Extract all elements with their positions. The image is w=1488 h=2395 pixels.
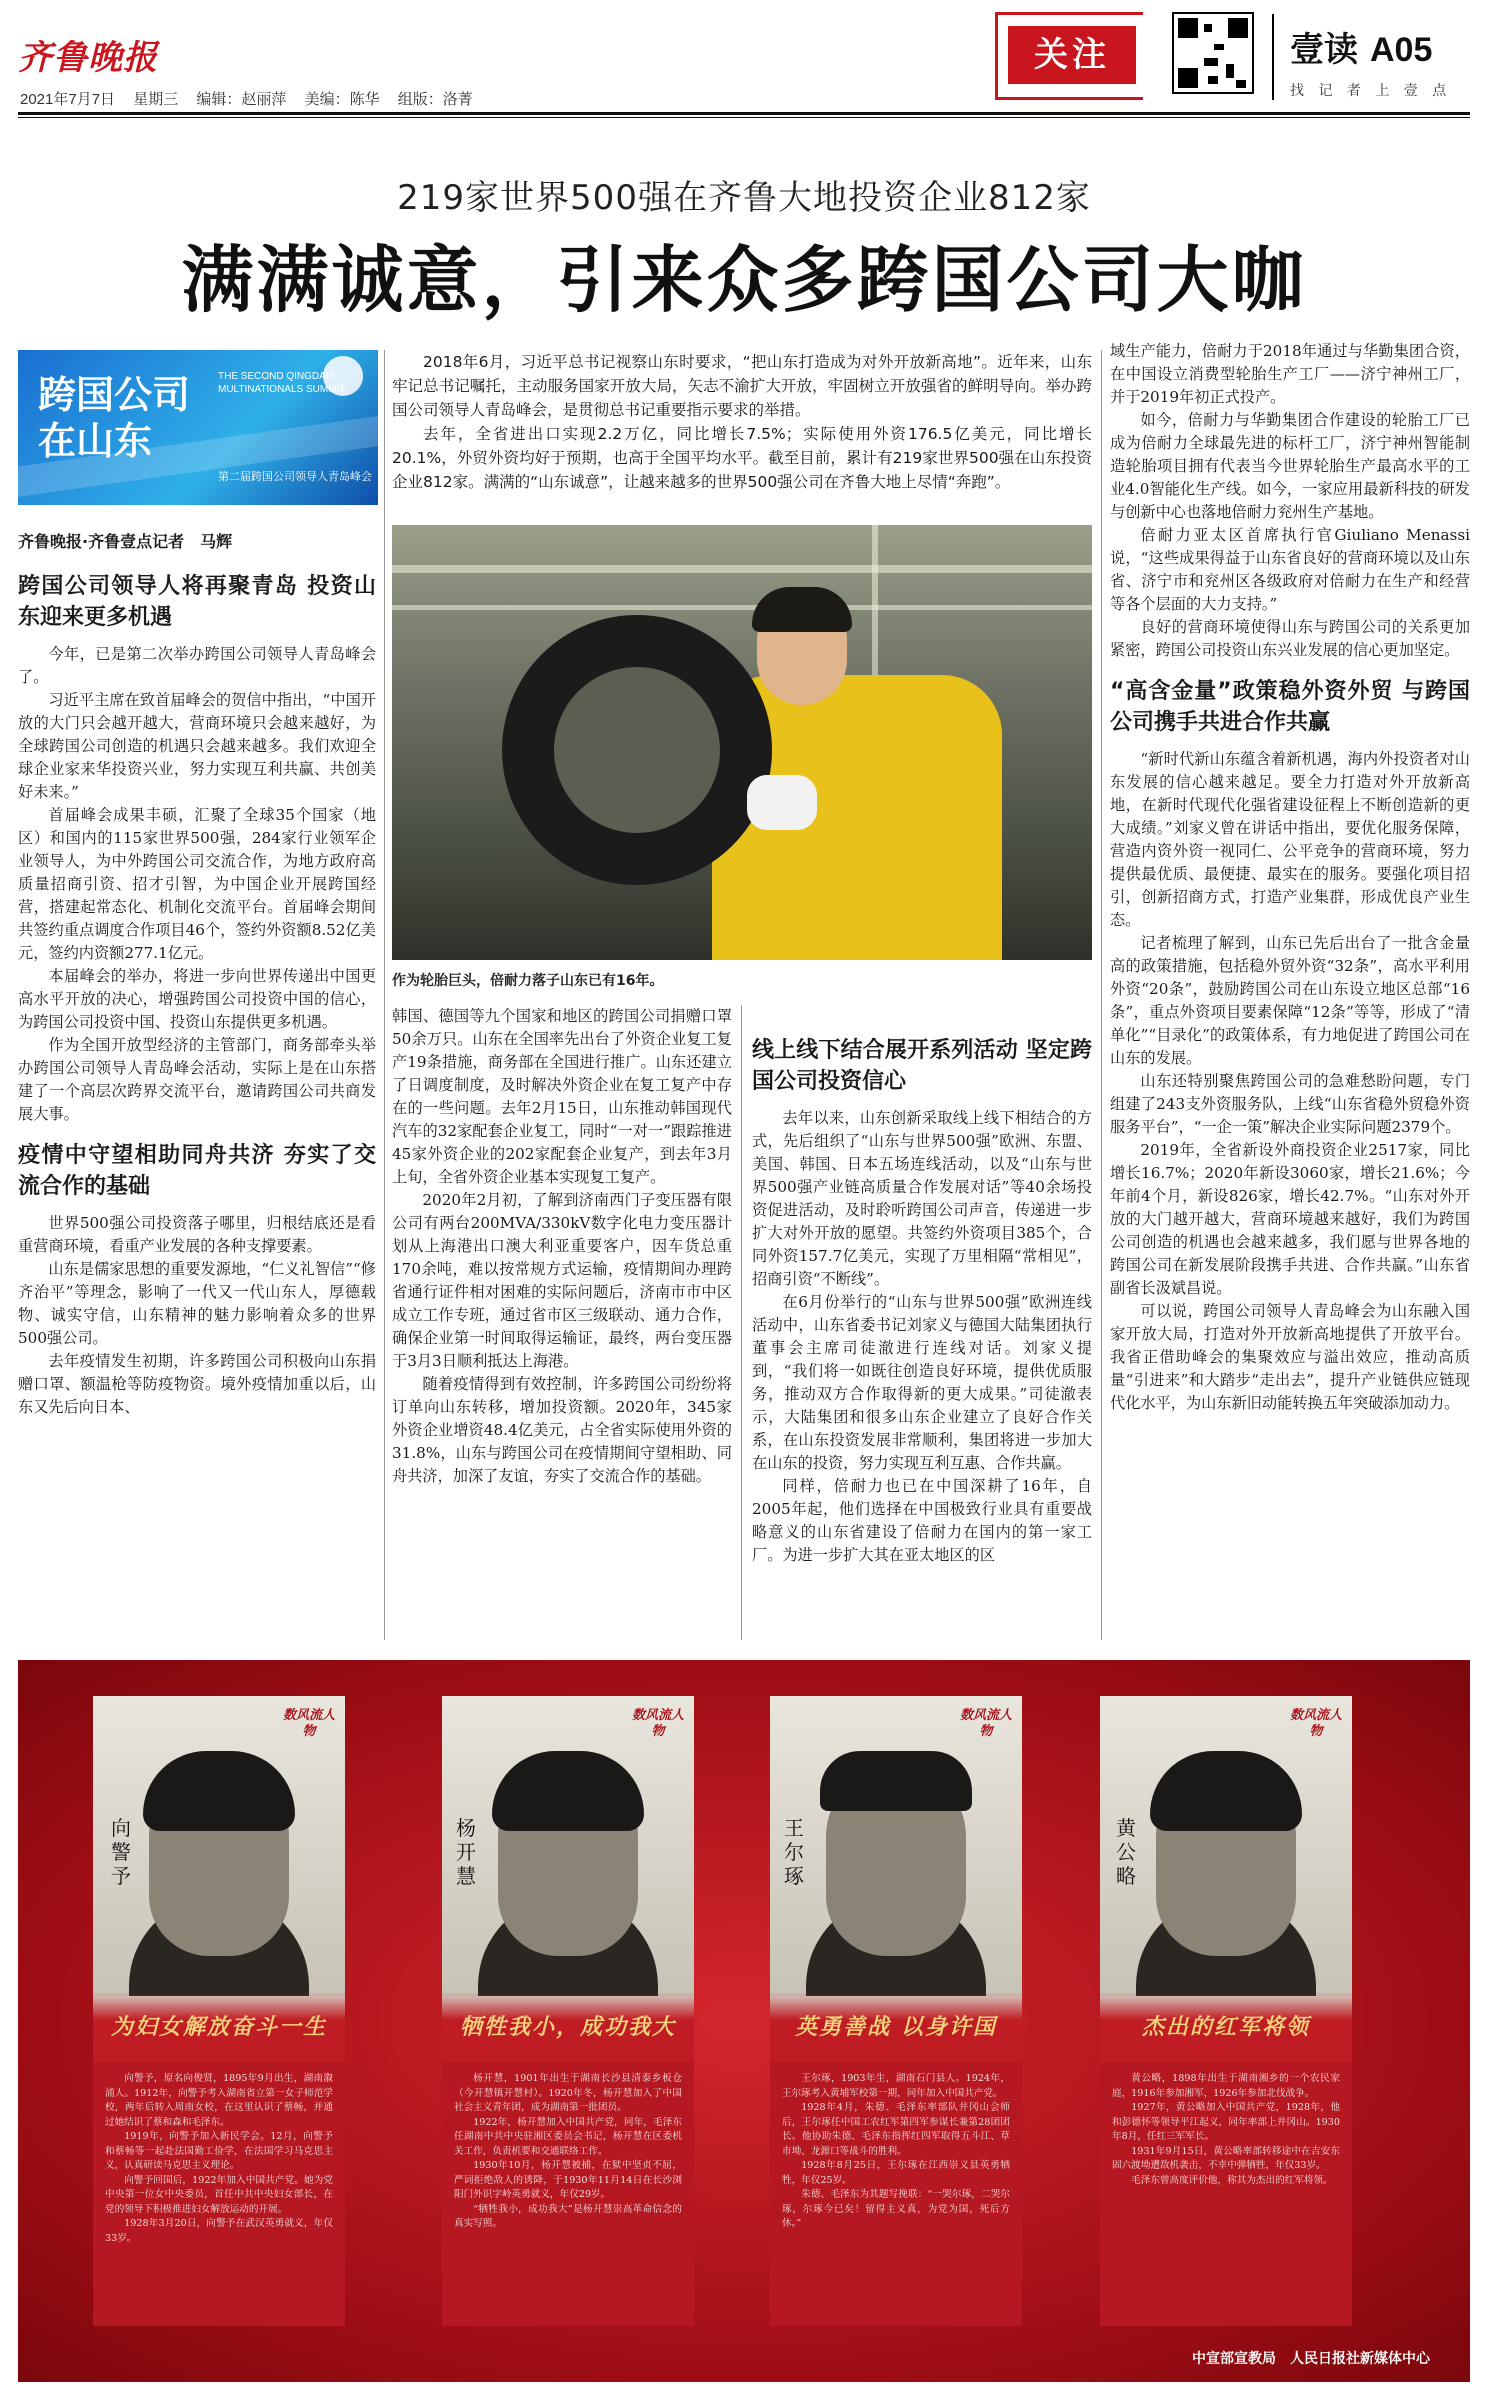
bio-paragraph: 黄公略，1898年出生于湖南湘乡的一个农民家庭，1916年参加湘军，1926年参加北伐战争。 xyxy=(1112,2073,1340,2099)
section-tag: 关注 xyxy=(1008,26,1136,84)
portrait-cap xyxy=(820,1751,972,1811)
paragraph: 山东是儒家思想的重要发源地，“仁义礼智信”“修齐治平”等理念，影响了一代又一代山东人，厚德载物、诚实守信，山东精神的魅力影响着众多的世界500强公司。 xyxy=(18,1260,376,1347)
hero-card xyxy=(770,1696,1022,2326)
reporter-label: 找 记 者 xyxy=(1290,83,1361,99)
paragraph: 随着疫情得到有效控制，许多跨国公司纷纷将订单向山东转移，增加投资额。2020年，345家外资企业增资48.4亿美元，占全省实际使用外资的31.8%，山东与跨国公司在疫情期间守望相助、同舟共济，加深了友谊，夯实了交流合作的基础。 xyxy=(392,1375,732,1485)
bio-paragraph: 杨开慧，1901年出生于湖南长沙县清泰乡板仓（今开慧镇开慧村）。1920年冬，杨开慧加入了中国社会主义青年团，成为湖南第一批团员。 xyxy=(454,2073,682,2113)
art-editor-credit: 美编：陈华 xyxy=(304,91,380,108)
portrait-hair xyxy=(492,1751,644,1831)
hero-portrait xyxy=(93,1696,345,1996)
hero-bio xyxy=(93,2062,345,2326)
issue-weekday: 星期三 xyxy=(133,91,179,108)
hero-slogan-band xyxy=(442,1992,694,2062)
photo-light-beam xyxy=(392,565,1092,573)
poster-credit: 中宣部宣教局 人民日报社新媒体中心 xyxy=(1192,2351,1430,2367)
bio-paragraph: 1928年4月，朱德、毛泽东率部队井冈山会师后，王尔琢任中国工农红军第四军参谋长兼第28团团长。他协助朱德、毛泽东指挥红四军取得五斗江、草市坳、龙源口等战斗的胜利。 xyxy=(782,2102,1010,2157)
paragraph: 今年，已是第二次举办跨国公司领导人青岛峰会了。 xyxy=(18,645,376,686)
paragraph: 域生产能力，倍耐力于2018年通过与华勤集团合资，在中国设立消费型轮胎生产工厂——济宁神州工厂，并于2019年初正式投产。 xyxy=(1110,342,1470,406)
section-heading: 线上线下结合展开系列活动 坚定跨国公司投资信心 xyxy=(752,1038,1092,1094)
poster-seal: 数风流人物 xyxy=(960,1708,1013,1739)
section-label: 壹读 xyxy=(1290,30,1358,70)
bio-paragraph: 1928年8月25日，王尔琢在江西崇义县英勇牺牲，年仅25岁。 xyxy=(782,2160,1010,2186)
byline: 齐鲁晚报·齐鲁壹点记者 马辉 xyxy=(18,532,233,551)
section-heading: 疫情中守望相助同舟共济 夯实了交流合作的基础 xyxy=(18,1143,376,1199)
issue-date: 2021年7月7日 xyxy=(20,91,116,108)
lead-paragraph: 去年，全省进出口实现2.2万亿，同比增长7.5%；实际使用外资176.5亿美元，同比增长20.1%，外贸外资均好于预期，也高于全国平均水平。截至目前，累计有219家世界500强在山东投资企业812家。满满的“山东诚意”，让越来越多的世界500强公司在齐鲁大地上尽情“奔跑”。 xyxy=(392,425,1092,491)
article-column-1 xyxy=(18,530,376,1419)
paragraph: 去年疫情发生初期，许多跨国公司积极向山东捐赠口罩、额温枪等防疫物资。境外疫情加重以后，山东又先后向日本、 xyxy=(18,1352,376,1416)
article-column-4 xyxy=(1110,340,1470,1415)
bio-paragraph: 毛泽东曾高度评价他，称其为杰出的红军将领。 xyxy=(1131,2174,1333,2186)
hero-slogan: 英勇善战 以身许国 xyxy=(795,2014,997,2040)
bio-paragraph: 向警予，原名向俊贤，1895年9月出生，湖南溆浦人。1912年，向警予考入湖南省立第一女子师范学校，两年后转入周南女校，在这里认识了蔡畅，并通过她结识了蔡和森和毛泽东。 xyxy=(105,2073,333,2128)
article-lead xyxy=(392,350,1092,494)
photo-caption: 作为轮胎巨头，倍耐力落子山东已有16年。 xyxy=(392,973,664,989)
portrait-hair xyxy=(143,1751,295,1831)
masthead xyxy=(0,0,1488,140)
proofreader-credit: 组版：洛菁 xyxy=(397,91,473,108)
hero-portrait xyxy=(442,1696,694,1996)
hero-slogan: 杰出的红军将领 xyxy=(1141,2014,1310,2040)
newspaper-logo: 齐鲁晚报 xyxy=(18,38,158,78)
paragraph: 良好的营商环境使得山东与跨国公司的关系更加紧密，跨国公司投资山东兴业发展的信心更加坚定。 xyxy=(1110,618,1470,659)
poster-seal: 数风流人物 xyxy=(632,1708,685,1739)
heroes-poster xyxy=(18,1660,1470,2382)
column-divider xyxy=(1101,350,1102,1640)
hero-slogan-band xyxy=(1100,1992,1352,2062)
summit-banner xyxy=(18,350,378,505)
hero-card xyxy=(442,1696,694,2326)
article-column-2 xyxy=(392,1005,732,1488)
tire-icon xyxy=(502,615,772,885)
poster-seal: 数风流人物 xyxy=(1290,1708,1343,1739)
hero-portrait xyxy=(1100,1696,1352,1996)
section-heading: “高含金量”政策稳外资外贸 与跨国公司携手共进合作共赢 xyxy=(1110,679,1470,735)
editor-credit: 编辑：赵丽萍 xyxy=(196,91,287,108)
poster-seal: 数风流人物 xyxy=(283,1708,336,1739)
reporter-hotline xyxy=(1290,80,1446,100)
hero-bio xyxy=(770,2062,1022,2326)
page-number: A05 xyxy=(1370,31,1433,69)
section-name xyxy=(1290,22,1432,71)
hero-slogan-band xyxy=(93,1992,345,2062)
paragraph: “新时代新山东蕴含着新机遇，海内外投资者对山东发展的信心越来越足。要全力打造对外开放新高地，在新时代现代化强省建设征程上不断创造新的更大成绩。”刘家义曾在讲话中指出，要优化服务保障，营造内资外资一视同仁、公平竞争的营商环境，努力提供最优质、最便捷、最实在的服务。要强化项目招引，创新招商方式，打造产业集群，形成优良产业生态。 xyxy=(1110,750,1470,929)
paragraph: 世界500强公司投资落子哪里，归根结底还是看重营商环境，看重产业发展的各种支撑要素。 xyxy=(18,1214,376,1255)
hero-card xyxy=(1100,1696,1352,2326)
paragraph: 2020年2月初，了解到济南西门子变压器有限公司有两台200MVA/330kV数字化电力变压器计划从上海港出口澳大利亚重要客户，因车货总重170余吨，难以按常规方式运输，疫情期间办理跨省通行证件相对困难的实际问题后，济南市市中区成立工作专班，通过省市区三级联动、通力合作，确保企业第一时间取得运输证，最终，两台变压器于3月3日顺利抵达上海港。 xyxy=(392,1191,732,1370)
paragraph: 作为全国开放型经济的主管部门，商务部牵头举办跨国公司领导人青岛峰会活动，实际上是在山东搭建了一个高层次跨界交流平台，邀请跨国公司共商发展大事。 xyxy=(18,1036,376,1123)
section-heading: 跨国公司领导人将再聚青岛 投资山东迎来更多机遇 xyxy=(18,574,376,630)
hero-name: 向警予 xyxy=(111,1816,131,1888)
bio-paragraph: 朱德、毛泽东为其题写挽联：“一哭尔琢，二哭尔琢，尔琢今已矣！留得主义真，为党为国，死后方休。” xyxy=(782,2189,1010,2229)
masthead-rule-thin xyxy=(18,117,1470,118)
worker-hair xyxy=(752,587,852,632)
banner-caption: 第二届跨国公司领导人青岛峰会 xyxy=(218,470,372,483)
article-headline: 满满诚意，引来众多跨国公司大咖 xyxy=(181,238,1307,322)
lead-paragraph: 2018年6月，习近平总书记视察山东时要求，“把山东打造成为对外开放新高地”。近年来，山东牢记总书记嘱托，主动服务国家开放大局，矢志不渝扩大开放，牢固树立开放强省的鲜明导向。举办跨国公司领导人青岛峰会，是贯彻总书记重要指示要求的举措。 xyxy=(392,353,1092,419)
masthead-rule xyxy=(18,112,1470,115)
paragraph: 首届峰会成果丰硕，汇聚了全球35个国家（地区）和国内的115家世界500强，284家行业领军企业领导人，为中外跨国公司交流合作，为地方政府高质量招商引资、招才引智，为中国企业开展跨国经营，搭建起常态化、机制化交流平台。首届峰会期间共签约重点调度合作项目46个，签约外资额8.52亿美元，签约内资额277.1亿元。 xyxy=(18,806,376,962)
paragraph: 在6月份举行的“山东与世界500强”欧洲连线活动中，山东省委书记刘家义与德国大陆集团执行董事会主席司徒澈进行连线对话。刘家义提到，“我们将一如既往创造良好环境，提供优质服务，推动双方合作取得新的更大成果。”司徒澈表示，大陆集团和很多山东企业建立了良好合作关系，在山东投资发展非常顺利，集团将进一步加大在山东的投资，努力实现互利互惠、合作共赢。 xyxy=(752,1293,1092,1472)
article-subheadline: 219家世界500强在齐鲁大地投资企业812家 xyxy=(397,178,1091,218)
qr-code-icon[interactable] xyxy=(1172,12,1254,94)
hero-slogan: 牺牲我小，成功我大 xyxy=(459,2014,676,2040)
paragraph: 去年以来，山东创新采取线上线下相结合的方式，先后组织了“山东与世界500强”欧洲、东盟、美国、韩国、日本五场连线活动，以及“山东与世界500强产业链高质量合作发展对话”等40余场投资促进活动，及时聆听跨国公司声音，传递进一步扩大对外开放的愿望。共签约外资项目385个，合同外资157.7亿美元，实现了万里相隔“常相见”，招商引资“不断线”。 xyxy=(752,1109,1092,1288)
hero-name: 王尔琢 xyxy=(784,1816,804,1888)
masthead-divider xyxy=(1272,14,1274,100)
paragraph: 2019年，全省新设外商投资企业2517家，同比增长16.7%；2020年新设3060家，增长21.6%；今年前4个月，新设826家，增长42.7%。“山东对外开放的大门越开越大，营商环境越来越好，我们为跨国公司创造的机遇也会越来越多，我们愿与世界各地的跨国公司在新发展阶段携手共进、合作共赢。”山东省副省长汲斌昌说。 xyxy=(1110,1141,1470,1297)
bio-paragraph: 1930年10月，杨开慧被捕，在狱中坚贞不屈，严词拒绝敌人的诱降，于1930年11月14日在长沙浏阳门外识字岭英勇就义，年仅29岁。 xyxy=(454,2160,682,2200)
paragraph: 可以说，跨国公司领导人青岛峰会为山东融入国家开放大局，打造对外开放新高地提供了开放平台。我省正借助峰会的集聚效应与溢出效应，推动高质量“引进来”和大踏步“走出去”，提升产业链供应链现代化水平，为山东新旧动能转换五年突破添加动力。 xyxy=(1110,1302,1470,1412)
banner-title-line1: 跨国公司 xyxy=(38,373,191,417)
banner-english-text: THE SECOND QINGDAO MULTINATIONALS SUMMIT xyxy=(218,371,346,395)
column-divider xyxy=(384,350,385,1640)
bio-paragraph: 1927年，黄公略加入中国共产党，1928年，他和彭德怀等领导平江起义，同年率部上井冈山。1930年8月，任红三军军长。 xyxy=(1112,2102,1340,2142)
bio-paragraph: 1931年9月15日，黄公略率部转移途中在吉安东固六渡坳遭敌机袭击，不幸中弹牺牲，年仅33岁。 xyxy=(1112,2145,1340,2171)
factory-photo xyxy=(392,525,1092,960)
banner-title-line2: 在山东 xyxy=(38,419,153,463)
bio-paragraph: 1928年3月20日，向警予在武汉英勇就义，年仅33岁。 xyxy=(105,2218,333,2244)
paragraph: 韩国、德国等九个国家和地区的跨国公司捐赠口罩50余万只。山东在全国率先出台了外资企业复工复产19条措施，商务部在全国进行推广。山东还建立了日调度制度，及时解决外资企业在复工复产中存在的一些问题。去年2月15日，山东推动韩国现代汽车的32家配套企业复工，同时“一对一”跟踪推进45家外资企业的202家配套企业复产，到去年3月上旬，全省外资企业基本实现复工复产。 xyxy=(392,1007,732,1186)
hero-slogan-band xyxy=(770,1992,1022,2062)
article-column-3 xyxy=(752,1005,1092,1567)
hero-bio xyxy=(442,2062,694,2326)
hero-portrait xyxy=(770,1696,1022,1996)
hero-name: 杨开慧 xyxy=(456,1816,476,1888)
paragraph: 如今，倍耐力与华勤集团合作建设的轮胎工厂已成为倍耐力全球最先进的标杆工厂，济宁神州智能制造轮胎项目拥有代表当今世界轮胎生产最高水平的工业4.0智能化生产线。如今，一家应用最新科技的研发与创新中心也落地倍耐力兖州生产基地。 xyxy=(1110,411,1470,521)
photo-light-beam xyxy=(392,605,1092,610)
hero-bio xyxy=(1100,2062,1352,2326)
paragraph: 习近平主席在致首届峰会的贺信中指出，“中国开放的大门只会越开越大，营商环境只会越来越好，为全球跨国公司创造的机遇只会越来越多。我们欢迎全球企业家来华投资兴业，努力实现互利共赢、共创美好未来。” xyxy=(18,691,376,801)
bio-paragraph: 王尔琢，1903年生，湖南石门县人。1924年，王尔琢考入黄埔军校第一期，同年加入中国共产党。 xyxy=(782,2073,1010,2099)
hero-slogan: 为妇女解放奋斗一生 xyxy=(110,2014,327,2040)
paragraph: 山东还特别聚焦跨国公司的急难愁盼问题，专门组建了243支外资服务队，上线“山东省稳外贸稳外资服务平台”，“一企一策”解决企业实际问题2379个。 xyxy=(1110,1072,1470,1136)
bio-paragraph: 向警予回国后，1922年加入中国共产党。她为党中央第一位女中央委员，首任中共中央妇女部长，在党的领导下积极推进妇女解放运动的开展。 xyxy=(105,2174,333,2215)
paragraph: 本届峰会的举办，将进一步向世界传递出中国更高水平开放的决心，增强跨国公司投资中国的信心，为跨国公司投资中国、投资山东提供更多机遇。 xyxy=(18,967,376,1031)
dateline xyxy=(20,88,487,109)
bio-paragraph: “牺牲我小，成功我大”是杨开慧崇高革命信念的真实写照。 xyxy=(454,2203,682,2229)
column-divider xyxy=(741,1005,742,1640)
bio-paragraph: 1919年，向警予加入新民学会。12月，向警予和蔡畅等一起赴法国勤工俭学，在法国学习马克思主义，认真研读马克思主义理论。 xyxy=(105,2131,333,2171)
banner-title xyxy=(38,372,190,464)
hero-card xyxy=(93,1696,345,2326)
portrait-hair xyxy=(1150,1751,1302,1831)
hero-name: 黄公略 xyxy=(1116,1816,1136,1888)
reporter-value: 上 壹 点 xyxy=(1375,83,1447,99)
paragraph: 同样，倍耐力也已在中国深耕了16年，自2005年起，他们选择在中国极致行业具有重要战略意义的山东省建设了倍耐力在国内的第一家工厂。为进一步扩大其在亚太地区的区 xyxy=(752,1477,1092,1564)
glove-icon xyxy=(747,775,817,830)
paragraph: 记者梳理了解到，山东已先后出台了一批含金量高的政策措施，包括稳外贸外资“32条”，高水平利用外资“20条”，鼓励跨国公司在山东设立地区总部“16条”，重点外资项目要素保障“12条”等等，形成了“清单化”“目录化”的政策体系，有力地促进了跨国公司在山东的发展。 xyxy=(1110,934,1470,1067)
paragraph: 倍耐力亚太区首席执行官Giuliano Menassi说，“这些成果得益于山东省良好的营商环境以及山东省、济宁市和兖州区各级政府对倍耐力在生产和经营等各个层面的大力支持。” xyxy=(1110,526,1470,613)
bio-paragraph: 1922年，杨开慧加入中国共产党，同年，毛泽东任湖南中共中央驻湘区委员会书记，杨开慧在区委机关工作，负责机要和交通联络工作。 xyxy=(454,2116,682,2157)
